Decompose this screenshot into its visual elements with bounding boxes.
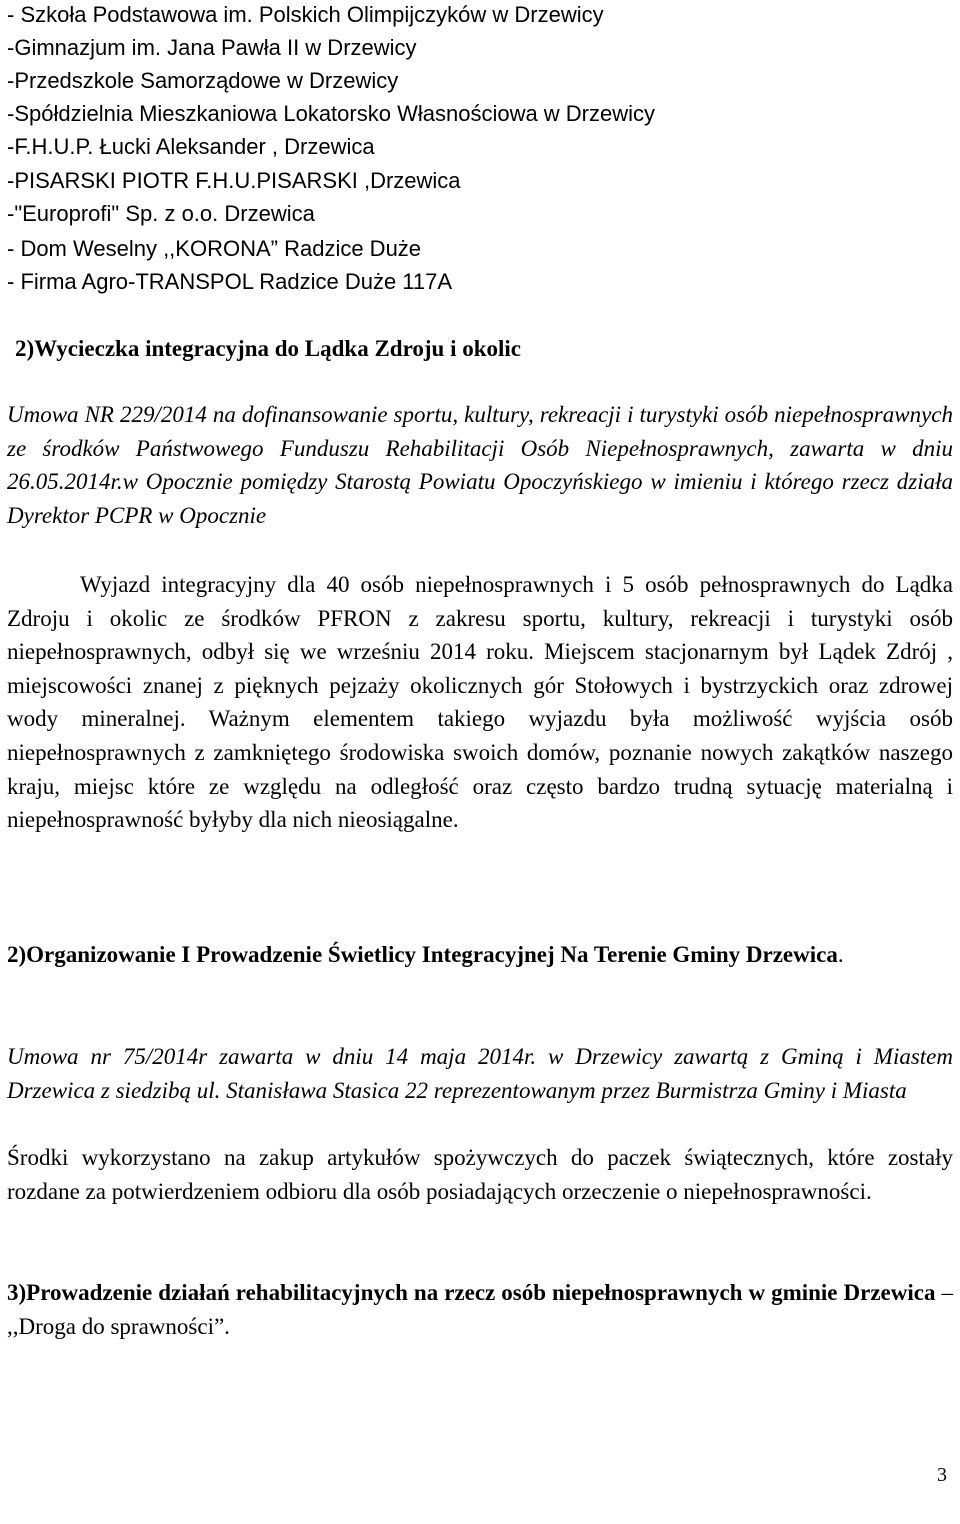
sponsor-item: - Szkoła Podstawowa im. Polskich Olimpijczyków w Drzewicy [7, 2, 604, 27]
sponsor-item: -Spółdzielnia Mieszkaniowa Lokatorsko Własnościowa w Drzewicy [7, 101, 656, 126]
trip-body: Wyjazd integracyjny dla 40 osób niepełnosprawnych i 5 osób pełnosprawnych do Lądka Zdroju i okolic ze środków PFRON z zakresu sportu, kultury, rekreacji i turystyki osób niepełnosprawnych, odbył się we wrześniu 2014 roku. Miejscem stacjonarnym był Lądek Zdrój , miejscowości znanej z pięknych pejzaży okolicznych gór Stołowych i bystrzyckich oraz zdrowej wody mineralnej. Ważnym elementem takiego wyjazdu była możliwość wyjścia osób niepełnosprawnych z zamkniętego środowiska swoich domów, poznanie nowych zakątków naszego kraju, miejsc które ze względu na odległość oraz często bardzo trudną sytuację materialną i niepełnosprawność byłyby dla nich nieosiągalne. [7, 572, 953, 833]
club-heading-text: 2)Organizowanie I Prowadzenie Świetlicy Integracyjnej Na Terenie Gminy Drzewica [7, 942, 838, 967]
sponsor-item: -F.H.U.P. Łucki Aleksander , Drzewica [7, 134, 375, 159]
club-heading-end: . [837, 942, 844, 967]
club-agreement: Umowa nr 75/2014r zawarta w dniu 14 maja 2014r. w Drzewicy zawartą z Gminą i Miastem Drzewica z siedzibą ul. Stanisława Stasica 22 reprezentowanym przez Burmistrza Gminy i Miasta [7, 1044, 953, 1103]
rehab-heading-rest: – ,,Droga do sprawności”. [7, 1280, 953, 1339]
sponsor-item: -"Europrofi" Sp. z o.o. Drzewica [7, 201, 315, 226]
club-heading [7, 938, 953, 972]
sponsor-item: - Dom Weselny ,,KORONA” Radzice Duże [7, 236, 422, 261]
sponsor-item: -Przedszkole Samorządowe w Drzewicy [7, 68, 399, 93]
sponsor-item: -PISARSKI PIOTR F.H.U.PISARSKI ,Drzewica [7, 168, 461, 193]
sponsor-item: - Firma Agro-TRANSPOL Radzice Duże 117A [7, 269, 453, 294]
club-body: Środki wykorzystano na zakup artykułów spożywczych do paczek świątecznych, które zostały rozdane za potwierdzeniem odbioru dla osób posiadających orzeczenie o niepełnosprawności. [7, 1145, 953, 1204]
page-number: 3 [937, 1464, 947, 1486]
trip-heading: 2)Wycieczka integracyjna do Lądka Zdroju i okolic [15, 336, 521, 361]
rehab-heading [7, 1276, 953, 1343]
sponsor-item: -Gimnazjum im. Jana Pawła II w Drzewicy [7, 35, 417, 60]
trip-agreement: Umowa NR 229/2014 na dofinansowanie sportu, kultury, rekreacji i turystyki osób niepełnosprawnych ze środków Państwowego Funduszu Rehabilitacji Osób Niepełnosprawnych, zawarta w dniu 26.05.2014r.w Opocznie pomiędzy Starostą Powiatu Opoczyńskiego w imieniu i którego rzecz działa Dyrektor PCPR w Opocznie [7, 402, 953, 528]
rehab-heading-text: 3)Prowadzenie działań rehabilitacyjnych na rzecz osób niepełnosprawnych w gminie Drzewica [7, 1280, 936, 1305]
